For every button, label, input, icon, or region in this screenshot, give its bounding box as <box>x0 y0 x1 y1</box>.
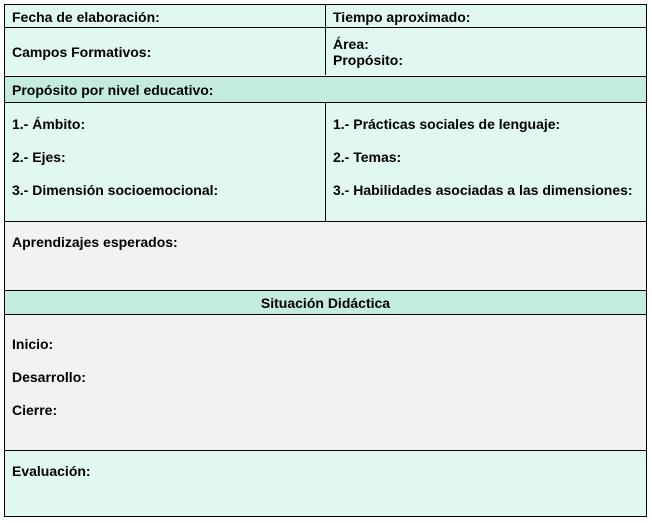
situacion-header <box>5 290 646 314</box>
fecha-cell <box>5 5 326 27</box>
campos-cell <box>5 27 326 75</box>
proposito-left-cell <box>5 102 326 222</box>
proposito-nivel-label: Propósito por nivel educativo: <box>12 82 214 98</box>
area-proposito-cell <box>325 27 646 75</box>
evaluacion-label: Evaluación: <box>12 463 91 479</box>
situacion-label: Situación Didáctica <box>260 295 391 311</box>
habilidades-label: 3.- Habilidades asociadas a las dimensiones: <box>333 182 633 198</box>
proposito-nivel-header <box>5 76 646 102</box>
fecha-label: Fecha de elaboración: <box>12 9 160 25</box>
proposito-label: Propósito: <box>333 52 403 68</box>
ambito-label: 1.- Ámbito: <box>12 116 86 132</box>
campos-label: Campos Formativos: <box>12 44 152 60</box>
area-label: Área: <box>333 36 369 52</box>
evaluacion-cell <box>5 450 646 516</box>
dimension-label: 3.- Dimensión socioemocional: <box>12 182 219 198</box>
lesson-plan-form <box>4 4 647 517</box>
situacion-content-cell <box>5 314 646 451</box>
proposito-right-cell <box>325 102 646 222</box>
practicas-label: 1.- Prácticas sociales de lenguaje: <box>333 116 561 132</box>
tiempo-cell <box>325 5 646 27</box>
ejes-label: 2.- Ejes: <box>12 149 66 165</box>
aprendizajes-label: Aprendizajes esperados: <box>12 234 178 250</box>
inicio-label: Inicio: <box>12 336 54 352</box>
temas-label: 2.- Temas: <box>333 149 402 165</box>
tiempo-label: Tiempo aproximado: <box>333 9 471 25</box>
desarrollo-label: Desarrollo: <box>12 369 86 385</box>
aprendizajes-cell <box>5 221 646 290</box>
cierre-label: Cierre: <box>12 402 58 418</box>
